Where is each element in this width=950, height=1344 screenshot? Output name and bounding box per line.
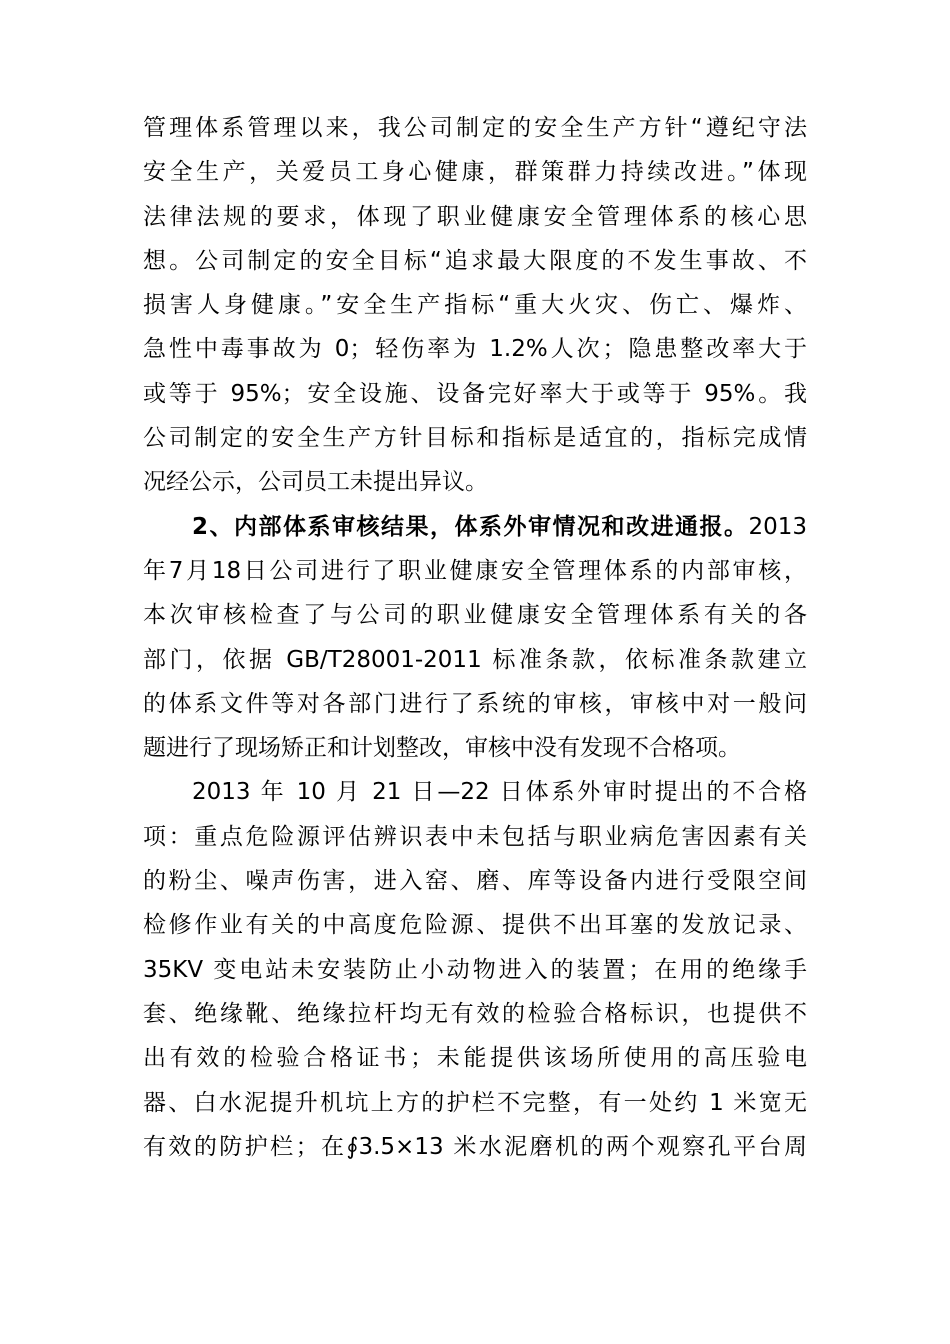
text-line: 出有效的检验合格证书；未能提供该场所使用的高压验电 xyxy=(143,1045,807,1072)
text-line: 公司制定的安全生产方针目标和指标是适宜的，指标完成情 xyxy=(143,425,807,452)
paragraph-external-audit xyxy=(143,770,807,1169)
document-page xyxy=(143,106,807,1169)
section-heading: 2、内部体系审核结果，体系外审情况和改进通报。 xyxy=(192,513,749,540)
text-line: 检修作业有关的中高度危险源、提供不出耳塞的发放记录、 xyxy=(143,912,807,939)
paragraph-internal-audit xyxy=(143,505,807,771)
text-line xyxy=(143,505,807,549)
text-line: 本次审核检查了与公司的职业健康安全管理体系有关的各 xyxy=(143,602,807,629)
text-line: 2013 年 10 月 21 日—22 日体系外审时提出的不合格 xyxy=(192,779,807,806)
text-line: 套、绝缘靴、绝缘拉杆均无有效的检验合格标识，也提供不 xyxy=(143,1000,807,1027)
text-line: 器、白水泥提升机坑上方的护栏不完整，有一处约 1 米宽无 xyxy=(143,1089,807,1116)
text-line: 项：重点危险源评估辨识表中未包括与职业病危害因素有关 xyxy=(143,823,807,850)
text-line: 年7月18日公司进行了职业健康安全管理体系的内部审核， xyxy=(143,557,807,584)
text-fragment: 2013 xyxy=(748,513,807,540)
text-line: 部门，依据 GB/T28001-2011 标准条款，依标准条款建立 xyxy=(143,646,807,673)
text-line: 或等于 95%；安全设施、设备完好率大于或等于 95%。我 xyxy=(143,380,807,407)
text-line: 安全生产，关爱员工身心健康，群策群力持续改进。”体现 xyxy=(143,159,807,186)
text-line: 想。公司制定的安全目标“追求最大限度的不发生事故、不 xyxy=(143,247,807,274)
text-line: 法律法规的要求，体现了职业健康安全管理体系的核心思 xyxy=(143,203,807,230)
text-line: 损害人身健康。”安全生产指标“重大火灾、伤亡、爆炸、 xyxy=(143,292,807,319)
text-line: 管理体系管理以来，我公司制定的安全生产方针“遵纪守法 xyxy=(143,115,807,141)
text-line: 急性中毒事故为 0；轻伤率为 1.2%人次；隐患整改率大于 xyxy=(143,336,807,363)
paragraph-policy xyxy=(143,106,807,505)
text-line: 题进行了现场矫正和计划整改，审核中没有发现不合格项。 xyxy=(143,735,741,762)
text-line: 有效的防护栏；在∮3.5×13 米水泥磨机的两个观察孔平台周 xyxy=(143,1133,807,1160)
text-line: 35KV 变电站未安装防止小动物进入的装置；在用的绝缘手 xyxy=(143,956,807,983)
text-line: 况经公示，公司员工未提出异议。 xyxy=(143,469,488,496)
text-line: 的体系文件等对各部门进行了系统的审核，审核中对一般问 xyxy=(143,690,807,717)
text-line: 的粉尘、噪声伤害，进入窑、磨、库等设备内进行受限空间 xyxy=(143,868,807,895)
